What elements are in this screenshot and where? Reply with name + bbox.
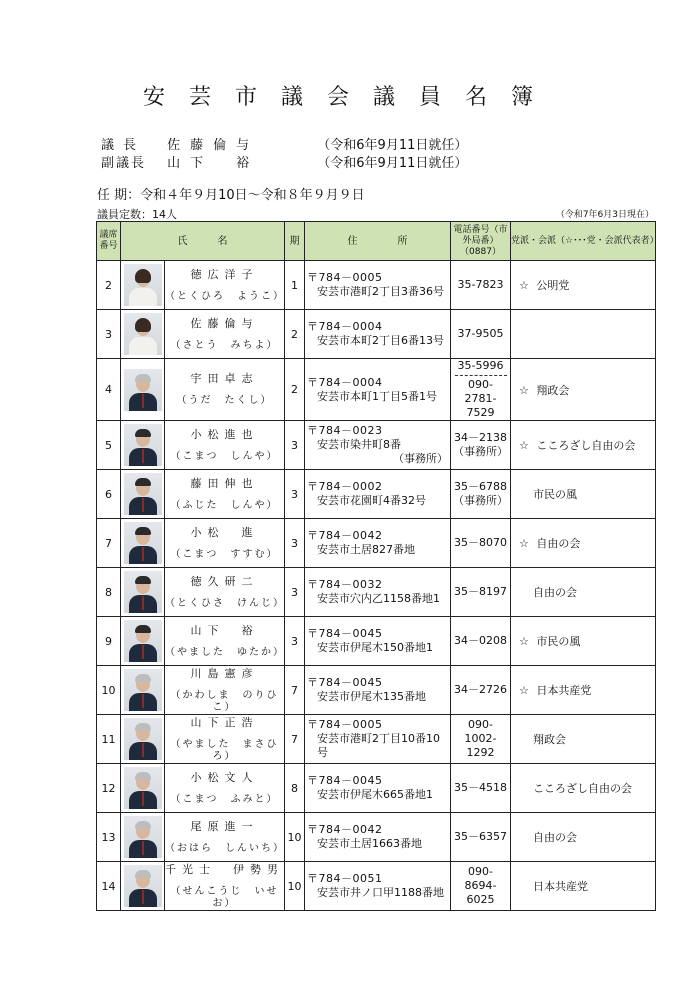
table-row	[97, 470, 656, 519]
phone-cell	[451, 421, 511, 470]
party-name: 自由の会	[536, 537, 581, 550]
phone-line-1: 37-9505	[457, 327, 504, 340]
member-name-cell	[165, 813, 285, 862]
seat-number: 7	[97, 519, 121, 568]
member-name-cell	[165, 310, 285, 359]
phone-line-1: 34－2138	[454, 431, 507, 444]
postal-code: 〒784－0051	[307, 872, 383, 885]
street-address: 安芸市花園町4番32号	[317, 494, 426, 507]
representative-star: ☆	[519, 537, 529, 550]
member-name-cell	[165, 666, 285, 715]
member-name: 佐藤倫与	[190, 316, 259, 330]
member-kana: （とくひさ けんじ）	[165, 597, 285, 609]
member-name-cell	[165, 617, 285, 666]
street-address: 安芸市港町2丁目10番10号	[317, 732, 440, 759]
member-photo	[121, 310, 165, 359]
address-cell	[305, 813, 451, 862]
portrait-icon	[124, 473, 162, 515]
header-address: 住 所	[305, 222, 451, 261]
member-name: 徳久研二	[190, 574, 259, 588]
chairperson-line	[101, 134, 467, 153]
header-term: 期	[285, 222, 305, 261]
member-quota: 議員定数：14人	[97, 208, 177, 221]
member-kana: （こまつ しんや）	[170, 450, 279, 462]
street-address: 安芸市土居1663番地	[317, 837, 422, 850]
party-cell	[511, 862, 656, 911]
table-row	[97, 568, 656, 617]
postal-code: 〒784－0002	[307, 480, 383, 493]
portrait-icon	[124, 424, 162, 466]
term-count: 2	[285, 310, 305, 359]
portrait-icon	[124, 865, 162, 907]
term-of-office: 任 期：令和４年９月10日～令和８年９月９日	[97, 188, 365, 203]
party-cell	[511, 421, 656, 470]
officer-role: 議長	[101, 138, 146, 153]
phone-cell	[451, 715, 511, 764]
address-cell	[305, 421, 451, 470]
party-cell	[511, 617, 656, 666]
table-row	[97, 764, 656, 813]
term-count: 1	[285, 261, 305, 310]
street-address: 安芸市港町2丁目3番36号	[317, 285, 444, 298]
portrait-icon	[124, 369, 162, 411]
phone-cell	[451, 764, 511, 813]
member-kana: （さとう みちよ）	[170, 339, 279, 351]
party-name: 日本共産党	[533, 880, 588, 893]
member-kana: （せんこうじ いせお）	[170, 885, 279, 909]
member-kana: （うだ たくし）	[176, 395, 273, 406]
street-address: 安芸市土居827番地	[317, 543, 415, 556]
term-count: 3	[285, 421, 305, 470]
phone-cell	[451, 261, 511, 310]
street-address: 安芸市伊尾木150番地1	[317, 641, 433, 654]
member-name: 小松文人	[190, 770, 259, 784]
party-cell	[511, 764, 656, 813]
phone-line-1: 35-5996	[457, 359, 504, 372]
party-cell	[511, 519, 656, 568]
street-address: 安芸市穴内乙1158番地1	[317, 592, 440, 605]
member-photo	[121, 666, 165, 715]
member-name: 小松進也	[190, 427, 259, 441]
member-name: 山下正浩	[190, 715, 259, 729]
street-address: 安芸市本町1丁目5番1号	[317, 389, 437, 403]
representative-star: ☆	[519, 439, 529, 452]
member-photo	[121, 421, 165, 470]
party-cell	[511, 715, 656, 764]
header-seat: 議席番号	[97, 222, 121, 261]
member-kana: （おはら しんいち）	[165, 842, 285, 854]
street-address: 安芸市井ノ口甲1188番地	[317, 886, 444, 899]
phone-cell	[451, 813, 511, 862]
member-name-cell	[165, 261, 285, 310]
party-name: こころざし自由の会	[533, 782, 632, 795]
portrait-icon	[124, 816, 162, 858]
member-name: 藤田伸也	[190, 476, 259, 490]
member-name-cell	[165, 568, 285, 617]
street-address: 安芸市本町2丁目6番13号	[317, 334, 444, 347]
officer-date: （令和6年9月11日就任）	[317, 138, 468, 153]
representative-star: ☆	[519, 635, 529, 648]
seat-number: 2	[97, 261, 121, 310]
phone-cell	[451, 666, 511, 715]
member-photo	[121, 519, 165, 568]
member-photo	[121, 764, 165, 813]
street-address: 安芸市伊尾木665番地1	[317, 788, 433, 801]
member-photo	[121, 568, 165, 617]
phone-cell	[451, 617, 511, 666]
party-name: 自由の会	[533, 586, 577, 599]
member-name-cell	[165, 359, 285, 421]
street-address: 安芸市染井町8番	[317, 438, 401, 451]
postal-code: 〒784－0004	[307, 320, 383, 333]
officer-name: 佐藤倫与	[167, 138, 260, 153]
term-count: 7	[285, 666, 305, 715]
term-count: 10	[285, 862, 305, 911]
phone-line-1: 35－6357	[454, 830, 507, 843]
member-name-cell	[165, 764, 285, 813]
seat-number: 11	[97, 715, 121, 764]
member-name-cell	[165, 519, 285, 568]
member-photo	[121, 470, 165, 519]
phone-line-1: 34－0208	[454, 634, 507, 647]
party-cell	[511, 261, 656, 310]
term-count: 3	[285, 470, 305, 519]
postal-code: 〒784－0042	[307, 823, 383, 836]
member-kana: （やました ゆたか）	[165, 646, 285, 658]
member-name: 小松 進	[190, 525, 259, 539]
phone-line-1: 090-	[468, 718, 493, 731]
postal-code: 〒784－0045	[307, 676, 383, 689]
postal-code: 〒784－0004	[307, 375, 383, 389]
street-address: 安芸市伊尾木135番地	[317, 690, 426, 703]
party-cell	[511, 666, 656, 715]
address-cell	[305, 862, 451, 911]
party-cell	[511, 568, 656, 617]
phone-line-1: 34－2726	[454, 683, 507, 696]
postal-code: 〒784－0042	[307, 529, 383, 542]
as-of-date: （令和7年6月3日現在）	[555, 210, 654, 220]
seat-number: 8	[97, 568, 121, 617]
table-row	[97, 519, 656, 568]
phone-cell	[451, 568, 511, 617]
phone-cell	[451, 310, 511, 359]
phone-line-1: 35－8197	[454, 585, 507, 598]
table-row	[97, 359, 656, 421]
header-party: 党派・会派（☆･･･党・会派代表者）	[511, 222, 656, 261]
party-name: 自由の会	[533, 831, 577, 844]
member-photo	[121, 715, 165, 764]
term-count: 3	[285, 617, 305, 666]
member-name: 宇田卓志	[190, 372, 259, 385]
party-name: 翔政会	[533, 733, 566, 746]
member-name: 徳広洋子	[190, 267, 259, 281]
table-row	[97, 310, 656, 359]
party-name: 日本共産党	[536, 684, 592, 697]
phone-line-2: （事務所）	[453, 494, 508, 507]
phone-cell	[451, 519, 511, 568]
party-cell	[511, 470, 656, 519]
seat-number: 3	[97, 310, 121, 359]
seat-number: 4	[97, 359, 121, 421]
member-photo	[121, 813, 165, 862]
address-note: （事務所）	[393, 452, 448, 465]
postal-code: 〒784－0005	[307, 718, 383, 731]
address-cell	[305, 666, 451, 715]
party-cell	[511, 359, 656, 421]
officer-name: 山下 裕	[167, 156, 260, 171]
member-photo	[121, 862, 165, 911]
member-kana: （こまつ すすむ）	[170, 548, 279, 560]
phone-line-2: 090-	[468, 378, 493, 391]
seat-number: 6	[97, 470, 121, 519]
page-title: 安芸市議会議員名簿	[142, 85, 557, 110]
seat-number: 10	[97, 666, 121, 715]
address-cell	[305, 359, 451, 421]
seat-number: 13	[97, 813, 121, 862]
term-count: 3	[285, 568, 305, 617]
phone-line-1: 090-	[468, 865, 493, 878]
table-row	[97, 261, 656, 310]
portrait-icon	[124, 264, 162, 306]
table-row	[97, 666, 656, 715]
member-photo	[121, 359, 165, 421]
phone-line-1: 35－8070	[454, 536, 507, 549]
member-name-cell	[165, 421, 285, 470]
postal-code: 〒784－0045	[307, 774, 383, 787]
seat-number: 12	[97, 764, 121, 813]
term-count: 10	[285, 813, 305, 862]
portrait-icon	[124, 571, 162, 613]
phone-line-2: （事務所）	[453, 445, 508, 458]
phone-line-2: 1002-1292	[464, 732, 497, 759]
portrait-icon	[124, 669, 162, 711]
seat-number: 14	[97, 862, 121, 911]
member-photo	[121, 261, 165, 310]
phone-cell	[451, 862, 511, 911]
member-photo	[121, 617, 165, 666]
address-cell	[305, 470, 451, 519]
term-count: 2	[285, 359, 305, 421]
member-name-cell	[165, 715, 285, 764]
representative-star: ☆	[519, 684, 529, 697]
phone-line-1: 35-7823	[457, 278, 504, 291]
address-cell	[305, 261, 451, 310]
portrait-icon	[124, 620, 162, 662]
address-cell	[305, 568, 451, 617]
postal-code: 〒784－0045	[307, 627, 383, 640]
phone-line-2: 8694-6025	[464, 879, 497, 906]
table-row	[97, 862, 656, 911]
table-row	[97, 813, 656, 862]
officer-date: （令和6年9月11日就任）	[317, 156, 468, 171]
address-cell	[305, 310, 451, 359]
postal-code: 〒784－0005	[307, 271, 383, 284]
member-name: 千光士 伊勢男	[165, 862, 284, 876]
member-kana: （かわしま のりひこ）	[170, 689, 279, 713]
address-cell	[305, 764, 451, 813]
postal-code: 〒784－0023	[307, 424, 383, 437]
address-cell	[305, 715, 451, 764]
party-name: 市民の風	[536, 635, 581, 648]
member-name-cell	[165, 470, 285, 519]
term-count: 3	[285, 519, 305, 568]
party-name: 公明党	[536, 279, 570, 292]
party-cell	[511, 813, 656, 862]
portrait-icon	[124, 313, 162, 355]
phone-cell	[451, 359, 511, 421]
seat-number: 9	[97, 617, 121, 666]
member-name: 川島憲彦	[190, 666, 259, 680]
header-phone: 電話番号（市外局番）（0887）	[451, 222, 511, 261]
officer-role: 副議長	[101, 156, 147, 171]
representative-star: ☆	[519, 279, 529, 292]
member-name-cell	[165, 862, 285, 911]
seat-number: 5	[97, 421, 121, 470]
address-cell	[305, 519, 451, 568]
member-kana: （やました まさひろ）	[170, 738, 279, 762]
member-name: 尾原進一	[190, 819, 259, 833]
representative-star: ☆	[519, 383, 529, 397]
table-row	[97, 617, 656, 666]
address-cell	[305, 617, 451, 666]
phone-divider	[455, 375, 507, 376]
table-row	[97, 421, 656, 470]
member-kana: （こまつ ふみと）	[170, 793, 279, 805]
phone-line-1: 35－6788	[454, 480, 507, 493]
term-count: 7	[285, 715, 305, 764]
member-table	[96, 221, 659, 911]
party-name: こころざし自由の会	[536, 439, 636, 452]
party-name: 翔政会	[536, 383, 570, 397]
phone-line-1: 35－4518	[454, 781, 507, 794]
party-name: 市民の風	[533, 488, 577, 501]
vice-chairperson-line	[101, 152, 467, 171]
table-row	[97, 715, 656, 764]
portrait-icon	[124, 767, 162, 809]
member-kana: （ふじた しんや）	[170, 499, 279, 511]
postal-code: 〒784－0032	[307, 578, 383, 591]
header-name: 氏 名	[121, 222, 285, 261]
term-count: 8	[285, 764, 305, 813]
header-row	[97, 222, 656, 261]
party-cell	[511, 310, 656, 359]
phone-line-3: 2781-7529	[464, 392, 497, 419]
member-name: 山下 裕	[190, 623, 259, 637]
phone-cell	[451, 470, 511, 519]
portrait-icon	[124, 718, 162, 760]
member-kana: （とくひろ ようこ）	[165, 290, 285, 302]
portrait-icon	[124, 522, 162, 564]
